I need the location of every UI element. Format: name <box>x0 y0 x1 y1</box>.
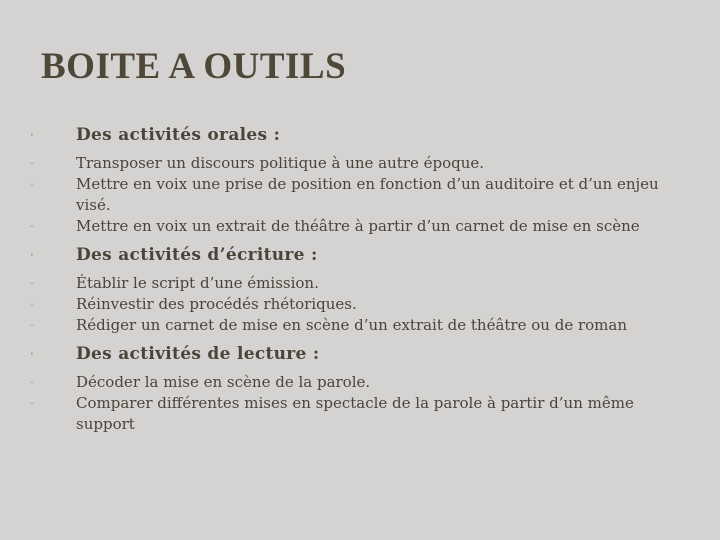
list-item: - Transposer un discours politique à une autre époque. <box>0 153 720 174</box>
dash-bullet-icon: - <box>30 158 34 169</box>
dash-bullet-icon: - <box>30 299 34 310</box>
dash-bullet-icon: - <box>30 221 34 232</box>
slide-body <box>0 121 720 435</box>
dash-bullet-icon: - <box>30 278 34 289</box>
section-heading-lecture: · Des activités de lecture : <box>0 344 720 365</box>
list-item: - Rédiger un carnet de mise en scène d’un extrait de théâtre ou de roman <box>0 315 720 336</box>
dot-bullet-icon: · <box>30 349 34 360</box>
list-item: - Mettre en voix une prise de position en fonction d’un auditoire et d’un enjeu visé. <box>0 174 720 216</box>
slide-title: BOITE A OUTILS <box>41 46 347 87</box>
section-heading-orales: · Des activités orales : <box>0 125 720 146</box>
dash-bullet-icon: - <box>30 398 34 409</box>
list-item: - Décoder la mise en scène de la parole. <box>0 372 720 393</box>
list-item: - Mettre en voix un extrait de théâtre à partir d’un carnet de mise en scène <box>0 216 720 237</box>
list-item: - Comparer différentes mises en spectacle de la parole à partir d’un même support <box>0 393 720 435</box>
dash-bullet-icon: - <box>30 320 34 331</box>
list-item: - Établir le script d’une émission. <box>0 273 720 294</box>
dash-bullet-icon: - <box>30 377 34 388</box>
dot-bullet-icon: · <box>30 250 34 261</box>
list-item: - Réinvestir des procédés rhétoriques. <box>0 294 720 315</box>
dot-bullet-icon: · <box>30 130 34 141</box>
section-heading-ecriture: · Des activités d’écriture : <box>0 245 720 266</box>
dash-bullet-icon: - <box>30 179 34 190</box>
